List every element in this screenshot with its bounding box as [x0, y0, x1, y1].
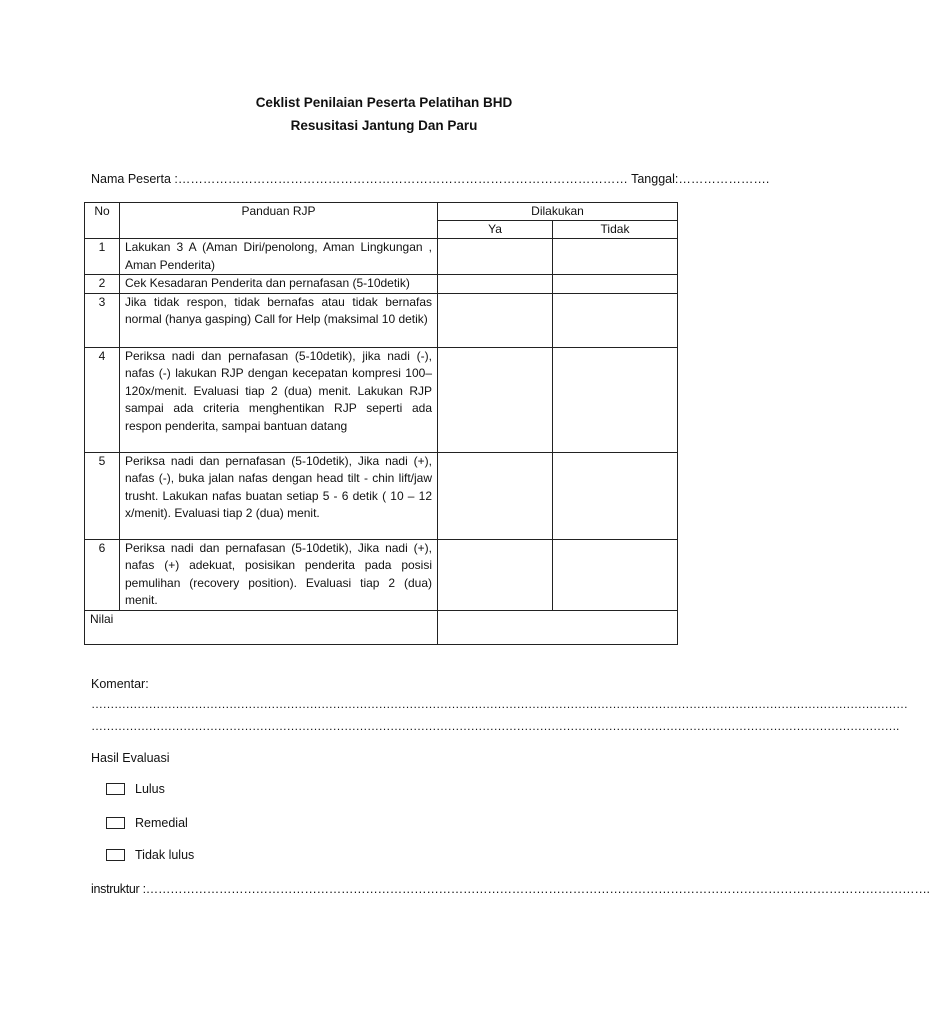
header-tidak: Tidak — [553, 221, 678, 239]
table-row — [85, 239, 678, 275]
row-step-text: Jika tidak respon, tidak bernafas atau tidak bernafas normal (hanya gasping) Call for Help (maksimal 10 detik) — [120, 293, 438, 347]
option-lulus-label: Lulus — [135, 782, 165, 796]
checklist-table — [84, 202, 678, 645]
document-subtitle: Resusitasi Jantung Dan Paru — [290, 118, 478, 133]
table-row — [85, 539, 678, 610]
table-row — [85, 293, 678, 347]
checkbox-remedial[interactable] — [106, 817, 125, 829]
ya-cell[interactable] — [438, 539, 553, 610]
tidak-cell[interactable] — [553, 347, 678, 452]
table-row — [85, 275, 678, 294]
instruktur-line[interactable]: instruktur :…………………………………………………………………………………………………………………………………………………………………………. — [91, 882, 930, 896]
table-row — [85, 347, 678, 452]
ya-cell[interactable] — [438, 239, 553, 275]
row-number: 2 — [85, 275, 120, 294]
komentar-line-2[interactable]: …………………………………………………………………………………………………………………………………………………………………………………………. — [91, 719, 899, 733]
participant-name-date-line: Nama Peserta :……………………………………………………………………………………………… Tanggal:…………………. — [91, 172, 770, 186]
table-row — [85, 452, 678, 539]
option-lulus[interactable] — [106, 781, 165, 797]
ya-cell[interactable] — [438, 293, 553, 347]
checkbox-tidak-lulus[interactable] — [106, 849, 125, 861]
option-remedial-label: Remedial — [135, 816, 188, 830]
komentar-line-1[interactable]: …………………………………………………………………………………………………………………………………………………………………………………………… — [91, 697, 908, 711]
option-remedial[interactable] — [106, 815, 188, 831]
komentar-label: Komentar: — [91, 677, 149, 691]
hasil-evaluasi-label: Hasil Evaluasi — [91, 751, 170, 765]
ya-cell[interactable] — [438, 347, 553, 452]
nilai-label: Nilai — [85, 610, 438, 644]
row-step-text: Periksa nadi dan pernafasan (5-10detik), jika nadi (-), nafas (-) lakukan RJP dengan kecepatan kompresi 100–120x/menit. Evaluasi tiap 2 (dua) menit. Lakukan RJP sampai ada criteria menghentikan RJP seperti ada respon penderita, sampai bantuan datang — [120, 347, 438, 452]
option-tidak-lulus[interactable] — [106, 847, 194, 863]
row-number: 3 — [85, 293, 120, 347]
checkbox-lulus[interactable] — [106, 783, 125, 795]
table-header-row — [85, 203, 678, 221]
tidak-cell[interactable] — [553, 275, 678, 294]
ya-cell[interactable] — [438, 452, 553, 539]
tidak-cell[interactable] — [553, 452, 678, 539]
row-step-text: Cek Kesadaran Penderita dan pernafasan (5-10detik) — [120, 275, 438, 294]
tidak-cell[interactable] — [553, 239, 678, 275]
header-ya: Ya — [438, 221, 553, 239]
nilai-row — [85, 610, 678, 644]
tidak-cell[interactable] — [553, 293, 678, 347]
option-tidak-lulus-label: Tidak lulus — [135, 848, 195, 862]
row-step-text: Periksa nadi dan pernafasan (5-10detik), Jika nadi (+), nafas (+) adekuat, posisikan penderita pada posisi pemulihan (recovery position). Evaluasi tiap 2 (dua) menit. — [120, 539, 438, 610]
row-number: 1 — [85, 239, 120, 275]
nilai-value-cell[interactable] — [438, 610, 678, 644]
row-step-text: Lakukan 3 A (Aman Diri/penolong, Aman Lingkungan , Aman Penderita) — [120, 239, 438, 275]
row-number: 4 — [85, 347, 120, 452]
document-title: Ceklist Penilaian Peserta Pelatihan BHD — [255, 95, 513, 110]
header-dilakukan: Dilakukan — [438, 203, 678, 221]
row-number: 6 — [85, 539, 120, 610]
header-panduan-rjp: Panduan RJP — [120, 203, 438, 239]
row-number: 5 — [85, 452, 120, 539]
header-no: No — [85, 203, 120, 239]
tidak-cell[interactable] — [553, 539, 678, 610]
ya-cell[interactable] — [438, 275, 553, 294]
row-step-text: Periksa nadi dan pernafasan (5-10detik), Jika nadi (+), nafas (-), buka jalan nafas dengan head tilt - chin lift/jaw trusht. Lakukan nafas buatan setiap 5 - 6 detik ( 10 – 12 x/menit). Evaluasi tiap 2 (dua) menit. — [120, 452, 438, 539]
